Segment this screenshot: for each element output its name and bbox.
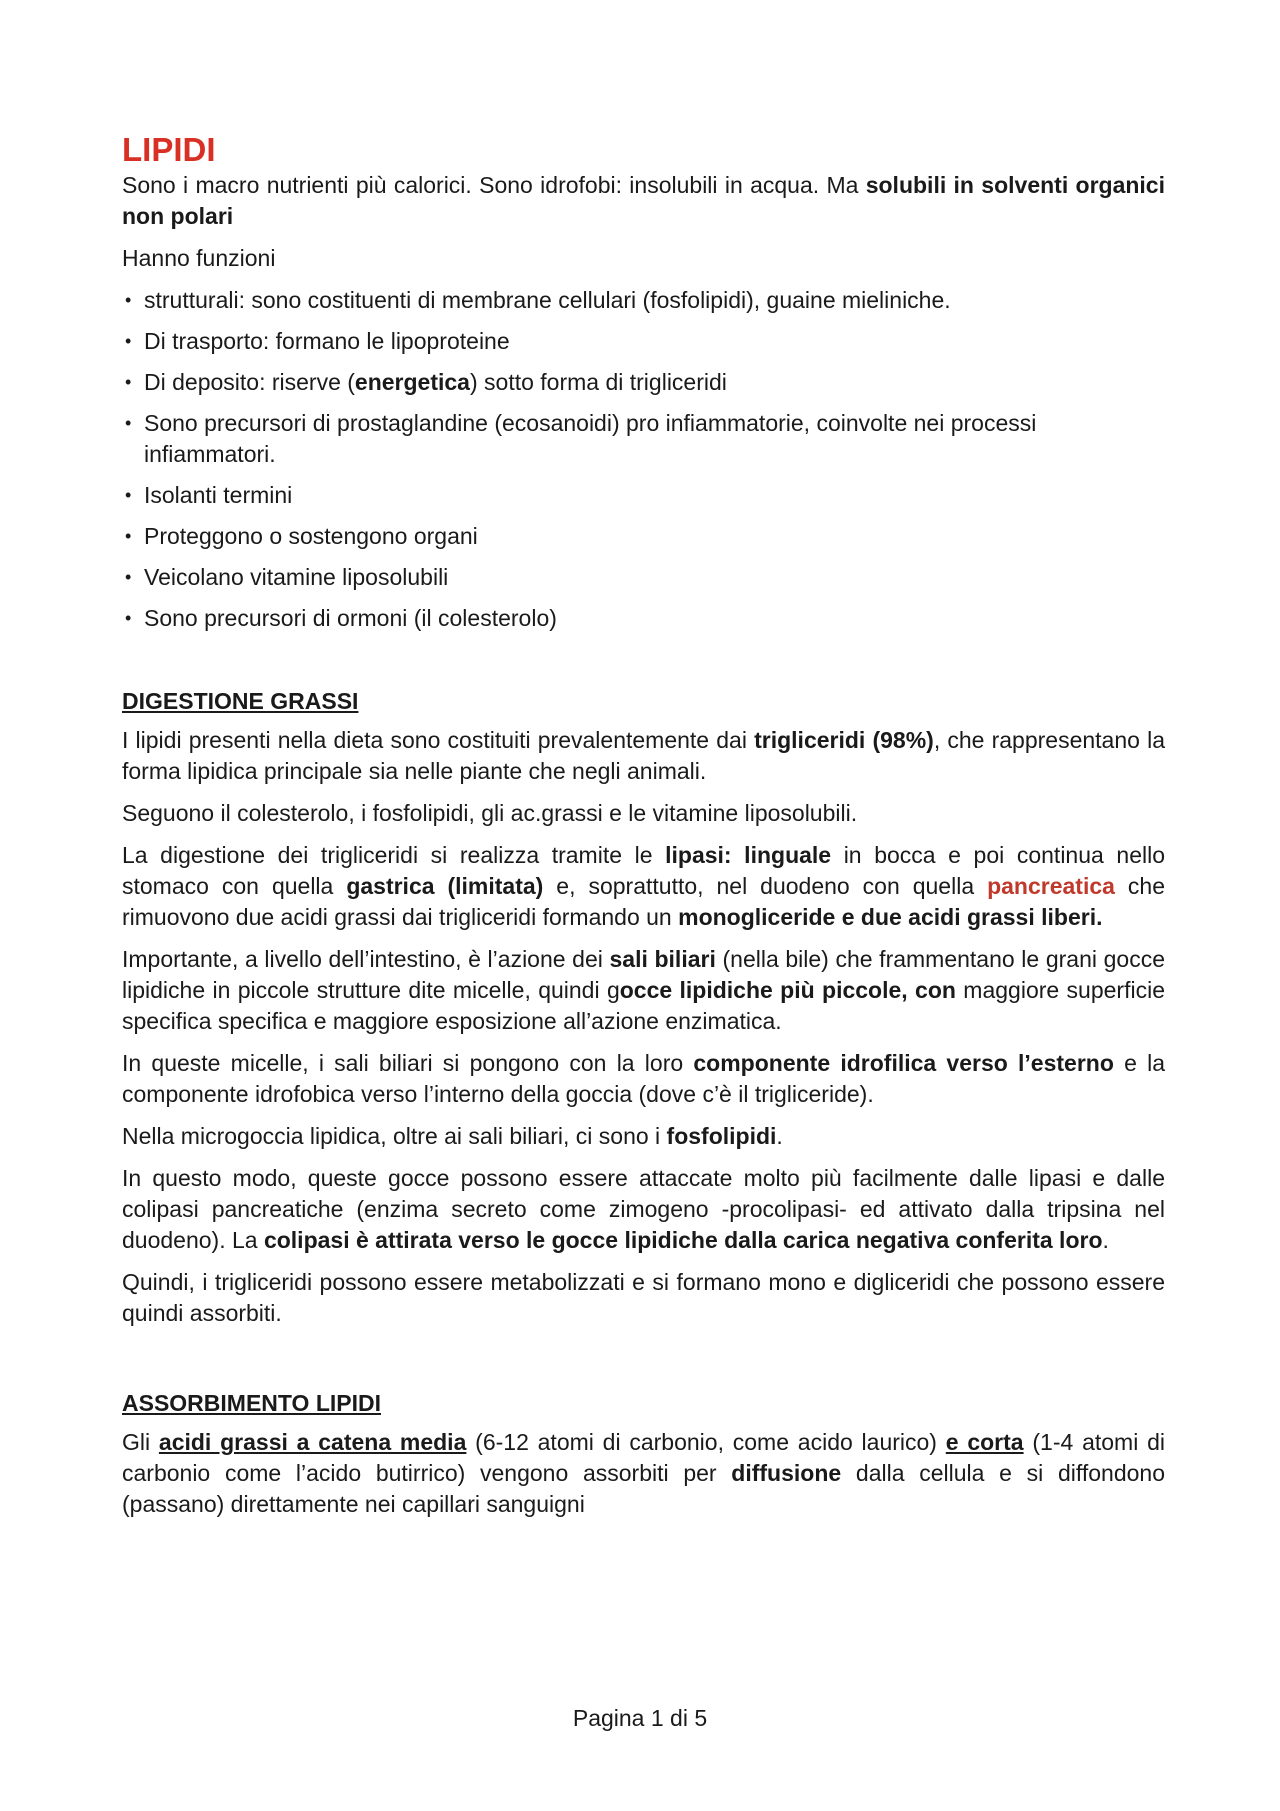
digestion-paragraph-6: [122, 1121, 1165, 1152]
list-item: [122, 326, 1165, 357]
functions-list: [122, 285, 1165, 634]
list-item: [122, 285, 1165, 316]
list-item-bold: energetica: [354, 369, 470, 395]
list-item-text: Di deposito: riserve (: [144, 369, 355, 395]
paragraph-text: In queste micelle, i sali biliari si pongono con la loro: [122, 1050, 694, 1076]
paragraph-bold: trigliceridi (98%): [754, 727, 934, 753]
digestion-paragraph-1: [122, 725, 1165, 787]
list-item-text: Veicolano vitamine liposolubili: [144, 564, 449, 590]
list-item-text: Isolanti termini: [144, 482, 293, 508]
paragraph-text: .: [1102, 1227, 1109, 1253]
paragraph-bold-underlined: e corta: [945, 1429, 1024, 1455]
paragraph-text: La digestione dei trigliceridi si realizza tramite le: [122, 842, 666, 868]
list-item-text: Di trasporto: formano le lipoproteine: [144, 328, 510, 354]
digestion-paragraph-3: [122, 840, 1165, 933]
paragraph-bold: monogliceride e due acidi grassi liberi.: [678, 904, 1103, 930]
list-item: [122, 603, 1165, 634]
digestion-paragraph-5: [122, 1048, 1165, 1110]
paragraph-text: (1-4 atomi di carbonio come l’acido butirrico) vengono assorbiti per: [122, 1429, 1165, 1486]
list-item-text: Sono precursori di ormoni (il colesterolo): [144, 605, 557, 631]
intro-bold: solubili in solventi organici non polari: [122, 172, 1165, 229]
paragraph-text: e, soprattutto, nel duodeno con quella: [543, 873, 988, 899]
paragraph-bold: sali biliari: [609, 946, 716, 972]
list-item: [122, 521, 1165, 552]
list-item-text: strutturali: sono costituenti di membrane cellulari (fosfolipidi), guaine mieliniche.: [144, 287, 951, 313]
functions-label: Hanno funzioni: [122, 245, 276, 271]
list-item-text: Sono precursori di prostaglandine (ecosanoidi) pro infiammatorie, coinvolte nei processi infiammatori.: [144, 410, 1037, 467]
paragraph-text: e la componente idrofobica verso l’interno della goccia (dove c’è il trigliceride).: [122, 1050, 1166, 1107]
section-heading-absorption: ASSORBIMENTO LIPIDI: [122, 1390, 381, 1416]
paragraph-text: Importante, a livello dell’intestino, è l’azione dei: [122, 946, 610, 972]
paragraph-text: (6-12 atomi di carbonio, come acido laurico): [466, 1429, 946, 1455]
list-item: [122, 480, 1165, 511]
paragraph-bold-underlined: acidi grassi a catena media: [158, 1429, 467, 1455]
paragraph-bold: diffusione: [731, 1460, 842, 1486]
paragraph-text: .: [776, 1123, 783, 1149]
paragraph-bold: fosfolipidi: [666, 1123, 777, 1149]
paragraph-bold: colipasi è attirata verso le gocce lipidiche dalla carica negativa conferita loro: [263, 1227, 1103, 1253]
paragraph-highlight: pancreatica: [987, 873, 1115, 899]
document-title: LIPIDI: [122, 131, 216, 168]
paragraph-bold: gastrica (limitata): [346, 873, 544, 899]
section-spacer: [122, 1340, 1165, 1388]
section-heading-digestion: DIGESTIONE GRASSI: [122, 688, 359, 714]
digestion-paragraph-8: Quindi, i trigliceridi possono essere metabolizzati e si formano mono e digliceridi che possono essere quindi assorbiti.: [122, 1269, 1165, 1326]
document-page: [122, 118, 1165, 1531]
paragraph-text: Gli: [122, 1429, 159, 1455]
paragraph-text: , che rappresentano la forma lipidica principale sia nelle piante che negli animali.: [122, 727, 1165, 784]
paragraph-text: maggiore superficie specifica specifica e maggiore esposizione all’azione enzimatica.: [122, 977, 1165, 1034]
absorption-paragraph-1: [122, 1427, 1165, 1520]
paragraph-text: (nella bile) che frammentano le grani gocce lipidiche in piccole strutture dite micelle, quindi g: [122, 946, 1165, 1003]
digestion-paragraph-7: [122, 1163, 1165, 1256]
paragraph-text: Nella microgoccia lipidica, oltre ai sali biliari, ci sono i: [122, 1123, 667, 1149]
paragraph-text: In questo modo, queste gocce possono essere attaccate molto più facilmente dalle lipasi e dalle colipasi pancreatiche (enzima secreto come zimogeno -procolipasi- ed attivato dalla tripsina nel duodeno). La: [122, 1165, 1165, 1253]
digestion-paragraph-4: [122, 944, 1165, 1037]
list-item: [122, 562, 1165, 593]
paragraph-text: che rimuovono due acidi grassi dai trigliceridi formando un: [122, 873, 1165, 930]
page-footer: Pagina 1 di 5: [572, 1705, 708, 1731]
paragraph-text: I lipidi presenti nella dieta sono costituiti prevalentemente dai: [122, 727, 755, 753]
paragraph-text: dalla cellula e si diffondono (passano) direttamente nei capillari sanguigni: [122, 1460, 1165, 1517]
paragraph-bold: occe lipidiche più piccole, con: [619, 977, 956, 1003]
paragraph-text: in bocca e poi continua nello stomaco con quella: [122, 842, 1165, 899]
section-spacer: [122, 644, 1165, 686]
list-item-text: Proteggono o sostengono organi: [144, 523, 478, 549]
paragraph-bold: lipasi: linguale: [665, 842, 832, 868]
digestion-paragraph-2: Seguono il colesterolo, i fosfolipidi, gli ac.grassi e le vitamine liposolubili.: [122, 800, 858, 826]
list-item-text: ) sotto forma di trigliceridi: [469, 369, 727, 395]
intro-text: Sono i macro nutrienti più calorici. Sono idrofobi: insolubili in acqua. Ma: [122, 172, 866, 198]
list-item: [122, 408, 1165, 470]
paragraph-bold: componente idrofilica verso l’esterno: [693, 1050, 1114, 1076]
intro-paragraph: [122, 170, 1165, 232]
list-item: [122, 367, 1165, 398]
